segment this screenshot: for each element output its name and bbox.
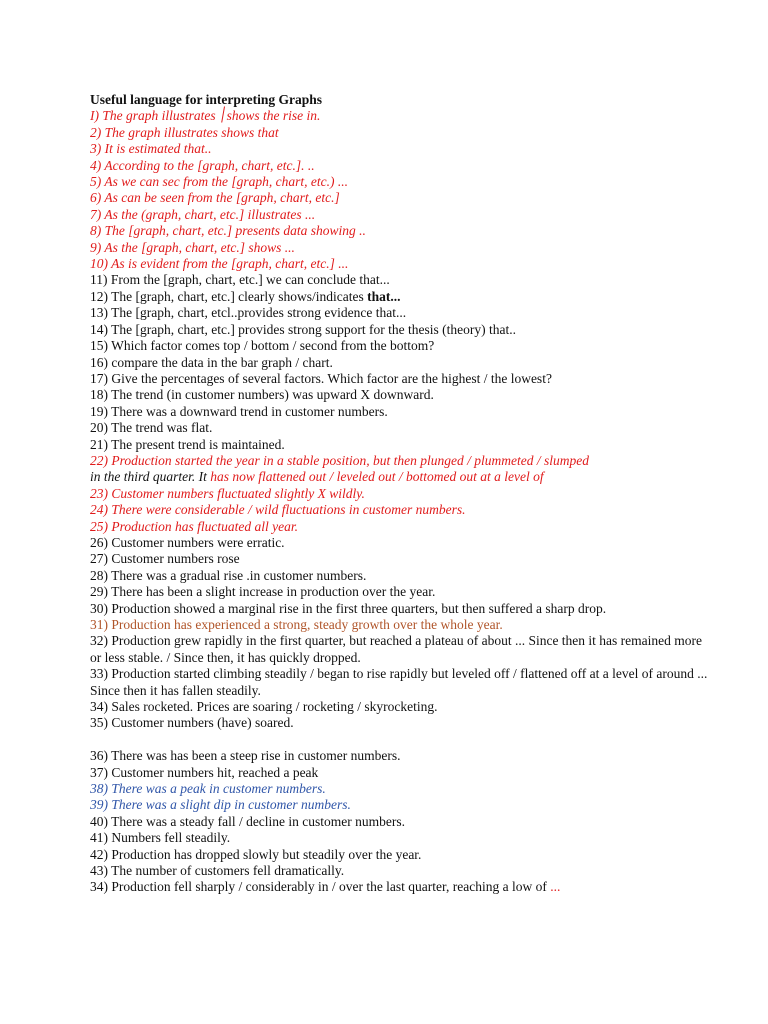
- phrase-line-38: 38) There was a peak in customer numbers.: [90, 781, 326, 797]
- phrase-line-42: 42) Production has dropped slowly but steadily over the year.: [90, 846, 422, 862]
- phrase-line-28: 28) There was a gradual rise .in customer numbers.: [90, 567, 367, 583]
- phrase-line-1: I) The graph illustrates ׀shows the rise in.: [90, 108, 321, 124]
- phrase-line-41: 41) Numbers fell steadily.: [90, 830, 231, 846]
- document-title: Useful language for interpreting Graphs: [90, 92, 323, 107]
- phrase-line-43: 43) The number of customers fell dramatically.: [90, 863, 345, 879]
- phrase-line-22-continued: [90, 469, 710, 485]
- phrase-line-31: 31) Production has experienced a strong, steady growth over the whole year.: [90, 617, 503, 632]
- phrase-line-16: 16) compare the data in the bar graph / chart.: [90, 354, 333, 370]
- phrase-line-24: 24) There were considerable / wild fluctuations in customer numbers.: [90, 502, 466, 518]
- phrase-line-2: 2) The graph illustrates shows that: [90, 124, 279, 140]
- phrase-line-32: 32) Production grew rapidly in the first quarter, but reached a plateau of about ... Since then it has remained more or less stable. / Since then, it has quickly dropped.: [90, 633, 703, 665]
- phrase-line-20: 20) The trend was flat.: [90, 420, 213, 436]
- phrase-line-12-text: 12) The [graph, chart, etc.] clearly shows/indicates: [90, 288, 368, 304]
- phrase-line-10: 10) As is evident from the [graph, chart, etc.] ...: [90, 256, 349, 272]
- phrase-line-23: 23) Customer numbers fluctuated slightly X wildly.: [90, 485, 365, 501]
- phrase-line-13: 13) The [graph, chart, etcl..provides strong evidence that...: [90, 305, 407, 321]
- phrase-line-3: 3) It is estimated that..: [90, 141, 212, 157]
- phrase-line-9: 9) As the [graph, chart, etc.] shows ...: [90, 239, 295, 255]
- phrase-line-12-bold: that...: [367, 288, 401, 304]
- phrase-line-37: 37) Customer numbers hit, reached a peak: [90, 764, 319, 780]
- phrase-line-5: 5) As we can sec from the [graph, chart, etc.) ...: [90, 174, 348, 190]
- phrase-line-36: 36) There was has been a steep rise in customer numbers.: [90, 748, 401, 764]
- paragraph-gap: [90, 732, 710, 748]
- phrase-line-33: 33) Production started climbing steadily / began to rise rapidly but leveled off / flattened off at a level of around ... Since then it has fallen steadily.: [90, 666, 708, 698]
- phrase-line-44-text: 34) Production fell sharply / considerably in / over the last quarter, reaching a low of: [90, 879, 551, 895]
- phrase-line-21: 21) The present trend is maintained.: [90, 436, 285, 452]
- phrase-line-29: 29) There has been a slight increase in production over the year.: [90, 584, 436, 600]
- phrase-line-6: 6) As can be seen from the [graph, chart, etc.]: [90, 190, 340, 206]
- phrase-line-39: 39) There was a slight dip in customer numbers.: [90, 797, 351, 813]
- phrase-line-19: 19) There was a downward trend in customer numbers.: [90, 403, 388, 419]
- phrase-line-8: 8) The [graph, chart, etc.] presents data showing ..: [90, 223, 366, 239]
- phrase-line-22-black-part: in the third quarter. It: [90, 469, 207, 485]
- phrase-line-7: 7) As the (graph, chart, etc.] illustrates ...: [90, 206, 316, 222]
- phrase-line-22-red-part: has now flattened out / leveled out / bottomed out at a level of: [206, 469, 544, 485]
- phrase-line-26: 26) Customer numbers were erratic.: [90, 534, 285, 550]
- phrase-line-27: 27) Customer numbers rose: [90, 551, 240, 567]
- phrase-line-17: 17) Give the percentages of several factors. Which factor are the highest / the lowest?: [90, 370, 552, 386]
- phrase-line-44: [90, 879, 710, 895]
- phrase-line-34: 34) Sales rocketed. Prices are soaring / rocketing / skyrocketing.: [90, 699, 438, 715]
- phrase-line-44-ellipsis: ...: [550, 879, 561, 895]
- phrase-line-14: 14) The [graph, chart, etc.] provides strong support for the thesis (theory) that..: [90, 321, 517, 337]
- phrase-line-12: [90, 289, 710, 305]
- phrase-line-15: 15) Which factor comes top / bottom / second from the bottom?: [90, 338, 435, 354]
- phrase-line-18: 18) The trend (in customer numbers) was upward X downward.: [90, 387, 434, 403]
- phrase-line-25: 25) Production has fluctuated all year.: [90, 518, 298, 534]
- phrase-line-4: 4) According to the [graph, chart, etc.]. ..: [90, 157, 315, 173]
- phrase-line-30: 30) Production showed a marginal rise in the first three quarters, but then suffered a sharp drop.: [90, 600, 607, 616]
- document-body: [90, 92, 710, 896]
- phrase-line-11: 11) From the [graph, chart, etc.] we can conclude that...: [90, 272, 390, 288]
- phrase-line-22: 22) Production started the year in a stable position, but then plunged / plummeted / slumped: [90, 452, 589, 468]
- phrase-line-35: 35) Customer numbers (have) soared.: [90, 715, 294, 731]
- phrase-line-40: 40) There was a steady fall / decline in customer numbers.: [90, 813, 406, 829]
